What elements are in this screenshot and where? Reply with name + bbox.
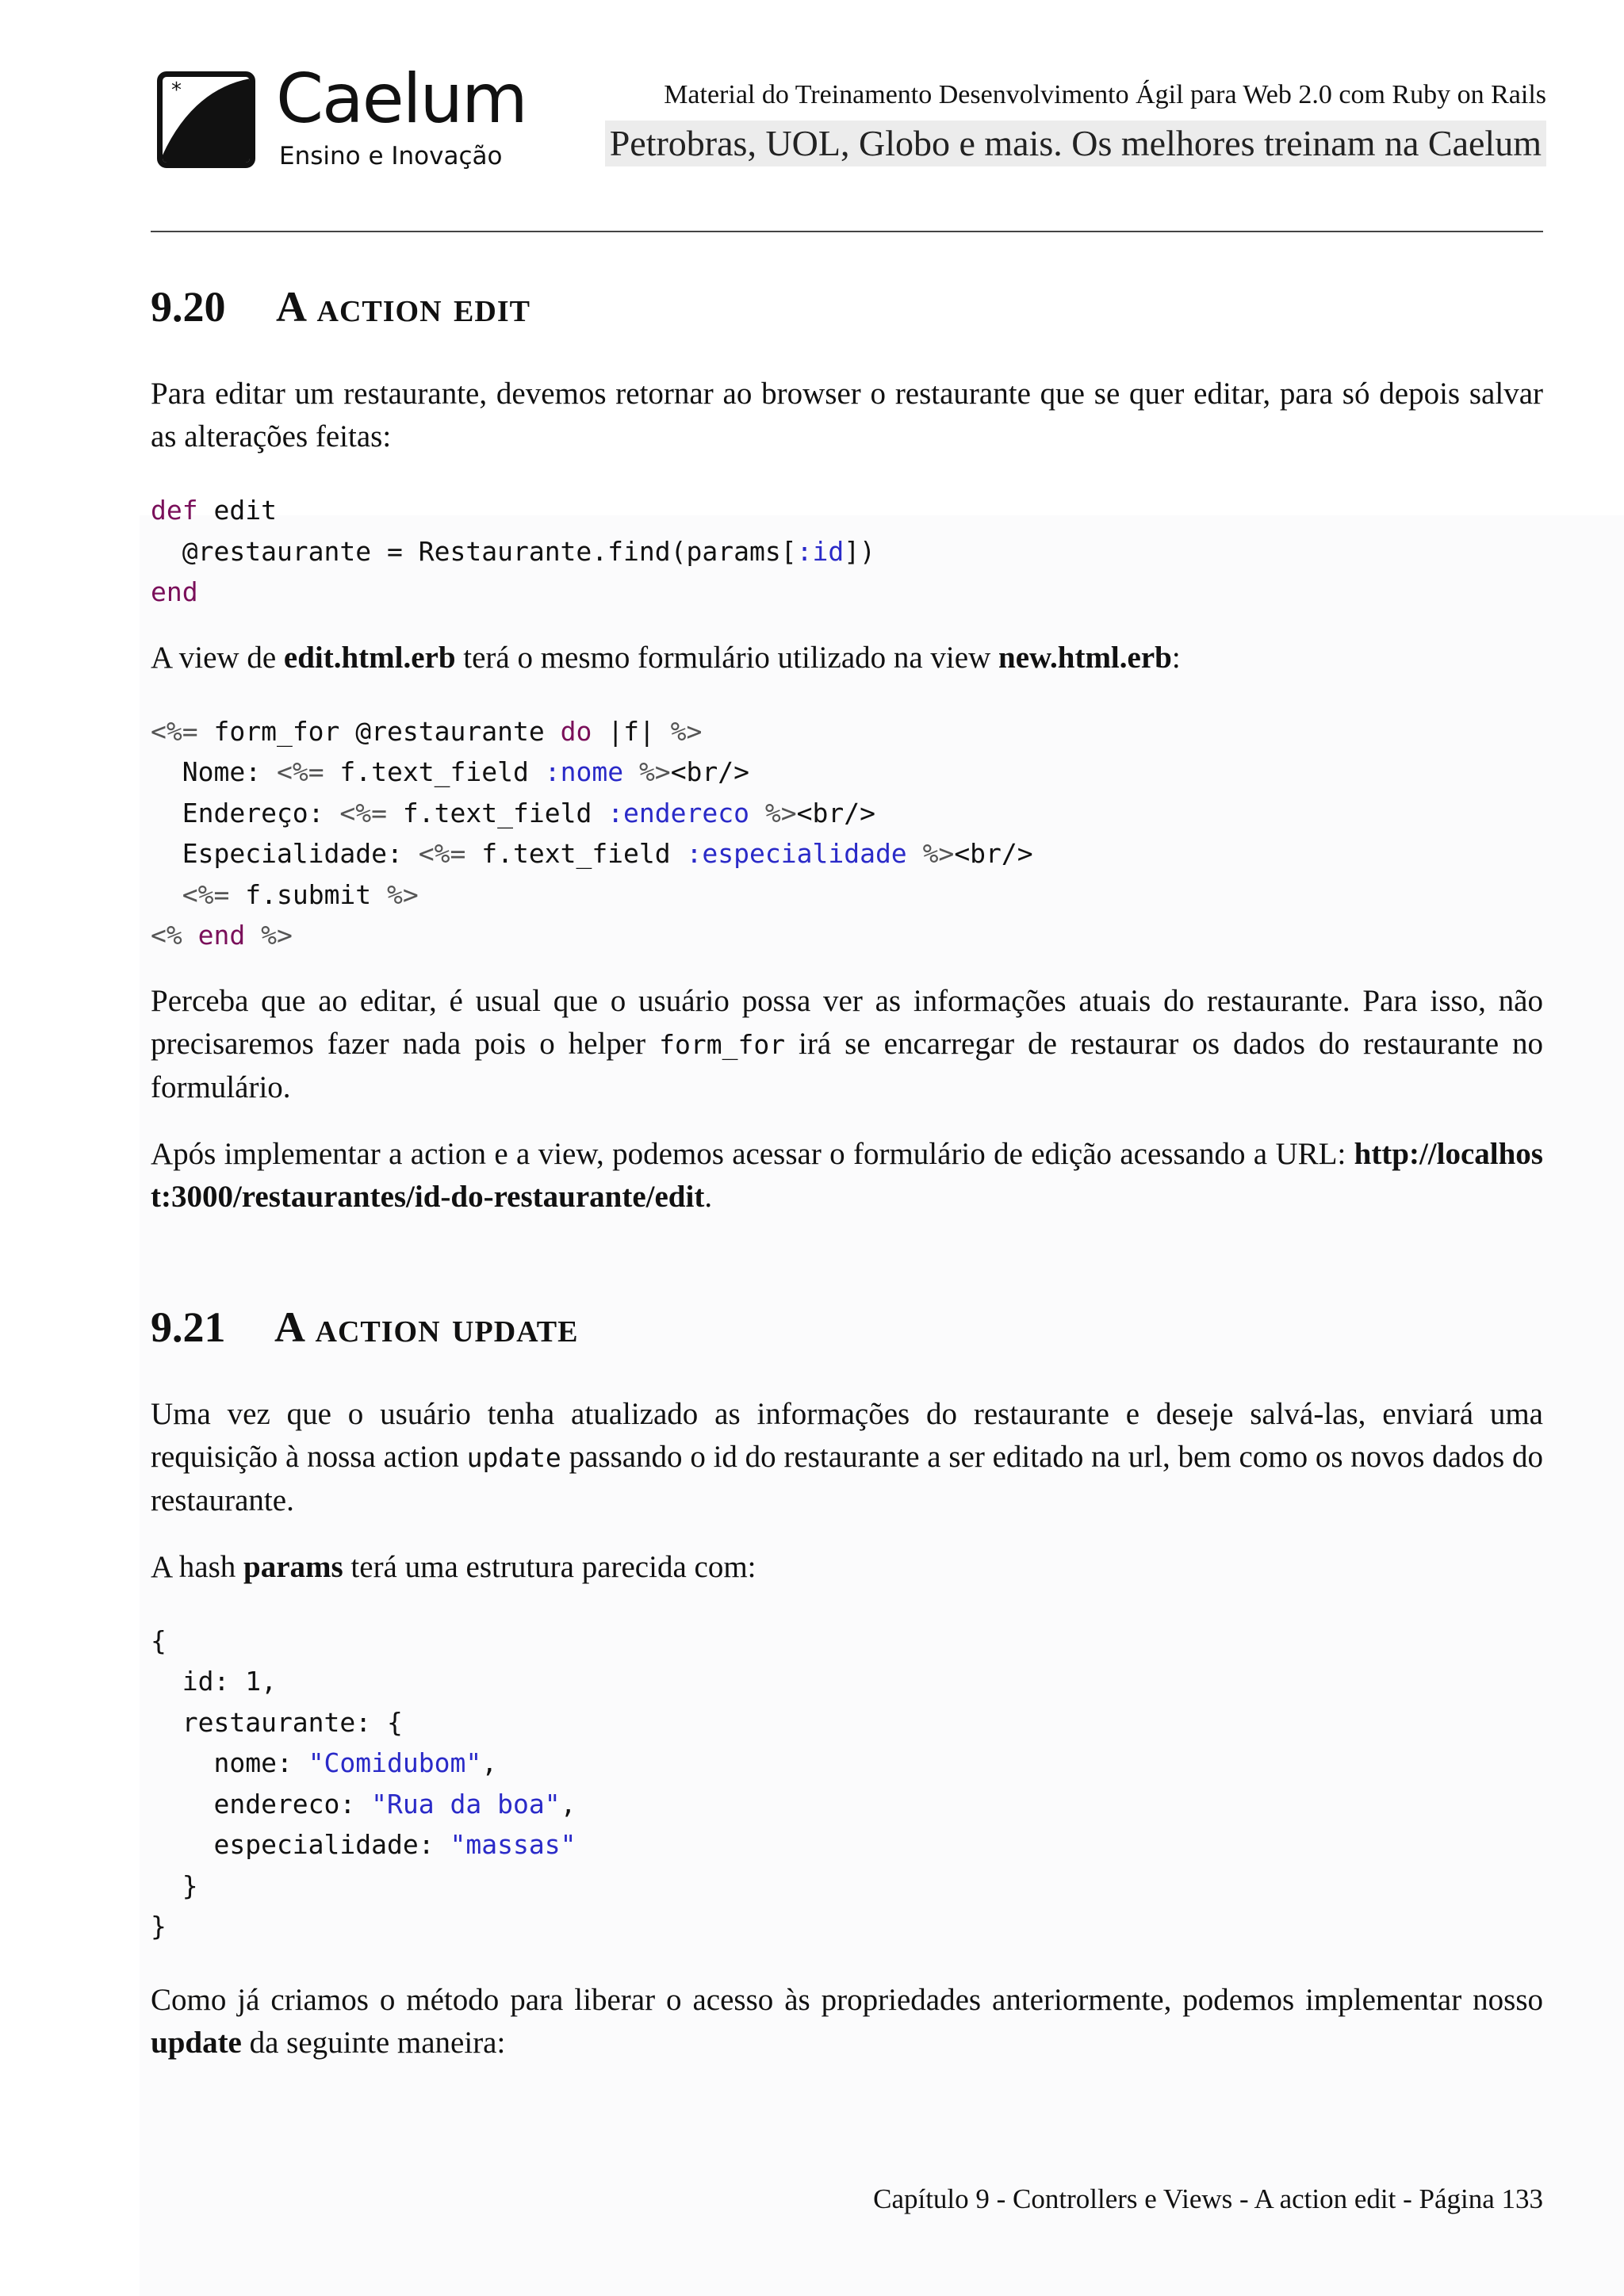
- text-run: passando o id do restaurante a ser editado na url, bem como os novos dados do restaurante.: [151, 1439, 1544, 1517]
- logo-name: Caelum: [276, 59, 527, 139]
- erb-tag: <%=: [339, 797, 388, 828]
- code-text: Endereço:: [151, 797, 340, 828]
- code-text: [151, 879, 182, 910]
- code-text: f.text_field: [324, 756, 545, 787]
- code-symbol: :especialidade: [686, 838, 907, 869]
- code-text: f.text_field: [465, 838, 687, 869]
- url-link: http://localhost:3000/restaurantes/id-do-restaurante/edit: [151, 1136, 1543, 1214]
- code-text: <br/>: [670, 756, 750, 787]
- code-text: }: [151, 1911, 167, 1942]
- text-run: irá se encarregar de restaurar os dados do restaurante no formulário.: [151, 1026, 1543, 1104]
- code-string: "massas": [450, 1829, 576, 1860]
- text-run: Como já criamos o método para liberar o acesso às propriedades anteriormente, podemos implementar nosso: [151, 1982, 1543, 2017]
- code-string: "Rua da boa": [371, 1788, 561, 1820]
- header-course-title: Material do Treinamento Desenvolvimento Ágil para Web 2.0 com Ruby on Rails: [664, 80, 1546, 109]
- text-run: A hash: [151, 1549, 243, 1584]
- code-block-params: [151, 1621, 1543, 1947]
- paragraph: [151, 637, 1543, 679]
- text-run: terá uma estrutura parecida com:: [343, 1549, 756, 1584]
- code-text: f.text_field: [387, 797, 608, 828]
- erb-tag: %>: [922, 838, 955, 869]
- code-text: f.submit: [229, 878, 388, 910]
- code-text: {: [151, 1624, 167, 1656]
- text-run: A view de: [151, 640, 284, 675]
- text-run: :: [1171, 640, 1181, 675]
- erb-tag: %>: [638, 756, 671, 787]
- code-block-edit: [151, 490, 1543, 613]
- bold-filename: new.html.erb: [998, 640, 1172, 675]
- paragraph: [151, 1979, 1543, 2064]
- paragraph: [151, 1393, 1543, 1522]
- code-text: <br/>: [954, 838, 1033, 869]
- code-text: id: 1,: [151, 1666, 277, 1697]
- header-slogan: Petrobras, UOL, Globo e mais. Os melhores treinam na Caelum: [605, 121, 1546, 166]
- bold-term: update: [151, 2025, 242, 2060]
- paragraph: [151, 1546, 1543, 1589]
- logo-tagline: Ensino e Inovação: [279, 142, 503, 170]
- section-title: A action update: [274, 1303, 579, 1351]
- code-text: nome:: [151, 1747, 308, 1778]
- section-number: 9.21: [151, 1303, 226, 1351]
- text-run: Perceba que ao editar, é usual que o usuário possa ver as informações atuais do restaurante. Para isso, não precisaremos fazer nada pois o helper: [151, 983, 1543, 1061]
- code-block-form: [151, 711, 1543, 956]
- code-text: restaurante: {: [151, 1706, 403, 1738]
- code-text: especialidade:: [151, 1829, 450, 1860]
- code-keyword: do: [560, 715, 592, 747]
- code-text: ]): [844, 535, 875, 567]
- code-text: edit: [197, 495, 277, 526]
- paragraph: [151, 980, 1543, 1109]
- code-text: <br/>: [796, 797, 875, 828]
- bold-term: params: [243, 1549, 343, 1584]
- erb-tag: <%=: [418, 838, 466, 869]
- erb-tag: <%=: [182, 878, 230, 910]
- erb-tag: %>: [670, 715, 703, 747]
- code-text: Especialidade:: [151, 838, 419, 869]
- page-header: [151, 59, 1546, 190]
- text-run: Após implementar a action e a view, podemos acessar o formulário de edição acessando a URL:: [151, 1136, 1354, 1171]
- code-text: }: [151, 1869, 198, 1901]
- section-number: 9.20: [151, 283, 226, 331]
- code-symbol: :id: [796, 535, 845, 567]
- erb-tag: %>: [387, 878, 419, 910]
- erb-tag: %>: [764, 797, 797, 828]
- text-run: da seguinte maneira:: [241, 2025, 506, 2060]
- text-run: terá o mesmo formulário utilizado na view: [455, 640, 998, 675]
- code-text: |f|: [592, 715, 671, 747]
- code-symbol: :nome: [544, 756, 624, 787]
- inline-code: update: [466, 1441, 561, 1473]
- code-text: @restaurante = Restaurante.find(params[: [151, 535, 797, 567]
- caelum-logo: [157, 59, 527, 174]
- paragraph: [151, 1133, 1543, 1219]
- code-symbol: :endereco: [607, 797, 749, 828]
- section-heading-9-20: [151, 283, 1543, 331]
- code-text: Nome:: [151, 756, 277, 787]
- code-text: form_for @restaurante: [197, 715, 561, 747]
- erb-tag: <%=: [276, 756, 324, 787]
- page-footer: Capítulo 9 - Controllers e Views - A action edit - Página 133: [873, 2183, 1543, 2214]
- page-content: [151, 262, 1543, 2064]
- svg-text:*: *: [171, 78, 182, 102]
- section-heading-9-21: [151, 1303, 1543, 1351]
- section-title: A action edit: [276, 283, 530, 331]
- erb-tag: <%=: [151, 715, 198, 747]
- code-text: ,: [481, 1747, 498, 1778]
- text-run: .: [704, 1179, 713, 1214]
- header-rule: [151, 231, 1543, 232]
- bold-filename: edit.html.erb: [283, 640, 456, 675]
- header-text: [605, 78, 1546, 166]
- code-text: ,: [560, 1788, 576, 1820]
- erb-tag: %>: [261, 920, 293, 951]
- caelum-logo-icon: [157, 71, 255, 168]
- code-keyword: end: [151, 576, 198, 607]
- code-string: "Comidubom": [308, 1747, 482, 1778]
- text-run: Uma vez que o usuário tenha atualizado as informações do restaurante e deseje salvá-las, enviará uma requisição à nossa action: [151, 1396, 1543, 1474]
- paragraph: Para editar um restaurante, devemos retornar ao browser o restaurante que se quer editar, para só depois salvar as alterações feitas:: [151, 377, 1543, 453]
- code-keyword: def: [151, 495, 198, 526]
- code-keyword: end: [197, 920, 246, 951]
- code-text: endereco:: [151, 1788, 372, 1820]
- erb-tag: <%: [151, 920, 182, 951]
- inline-code: form_for: [659, 1028, 786, 1060]
